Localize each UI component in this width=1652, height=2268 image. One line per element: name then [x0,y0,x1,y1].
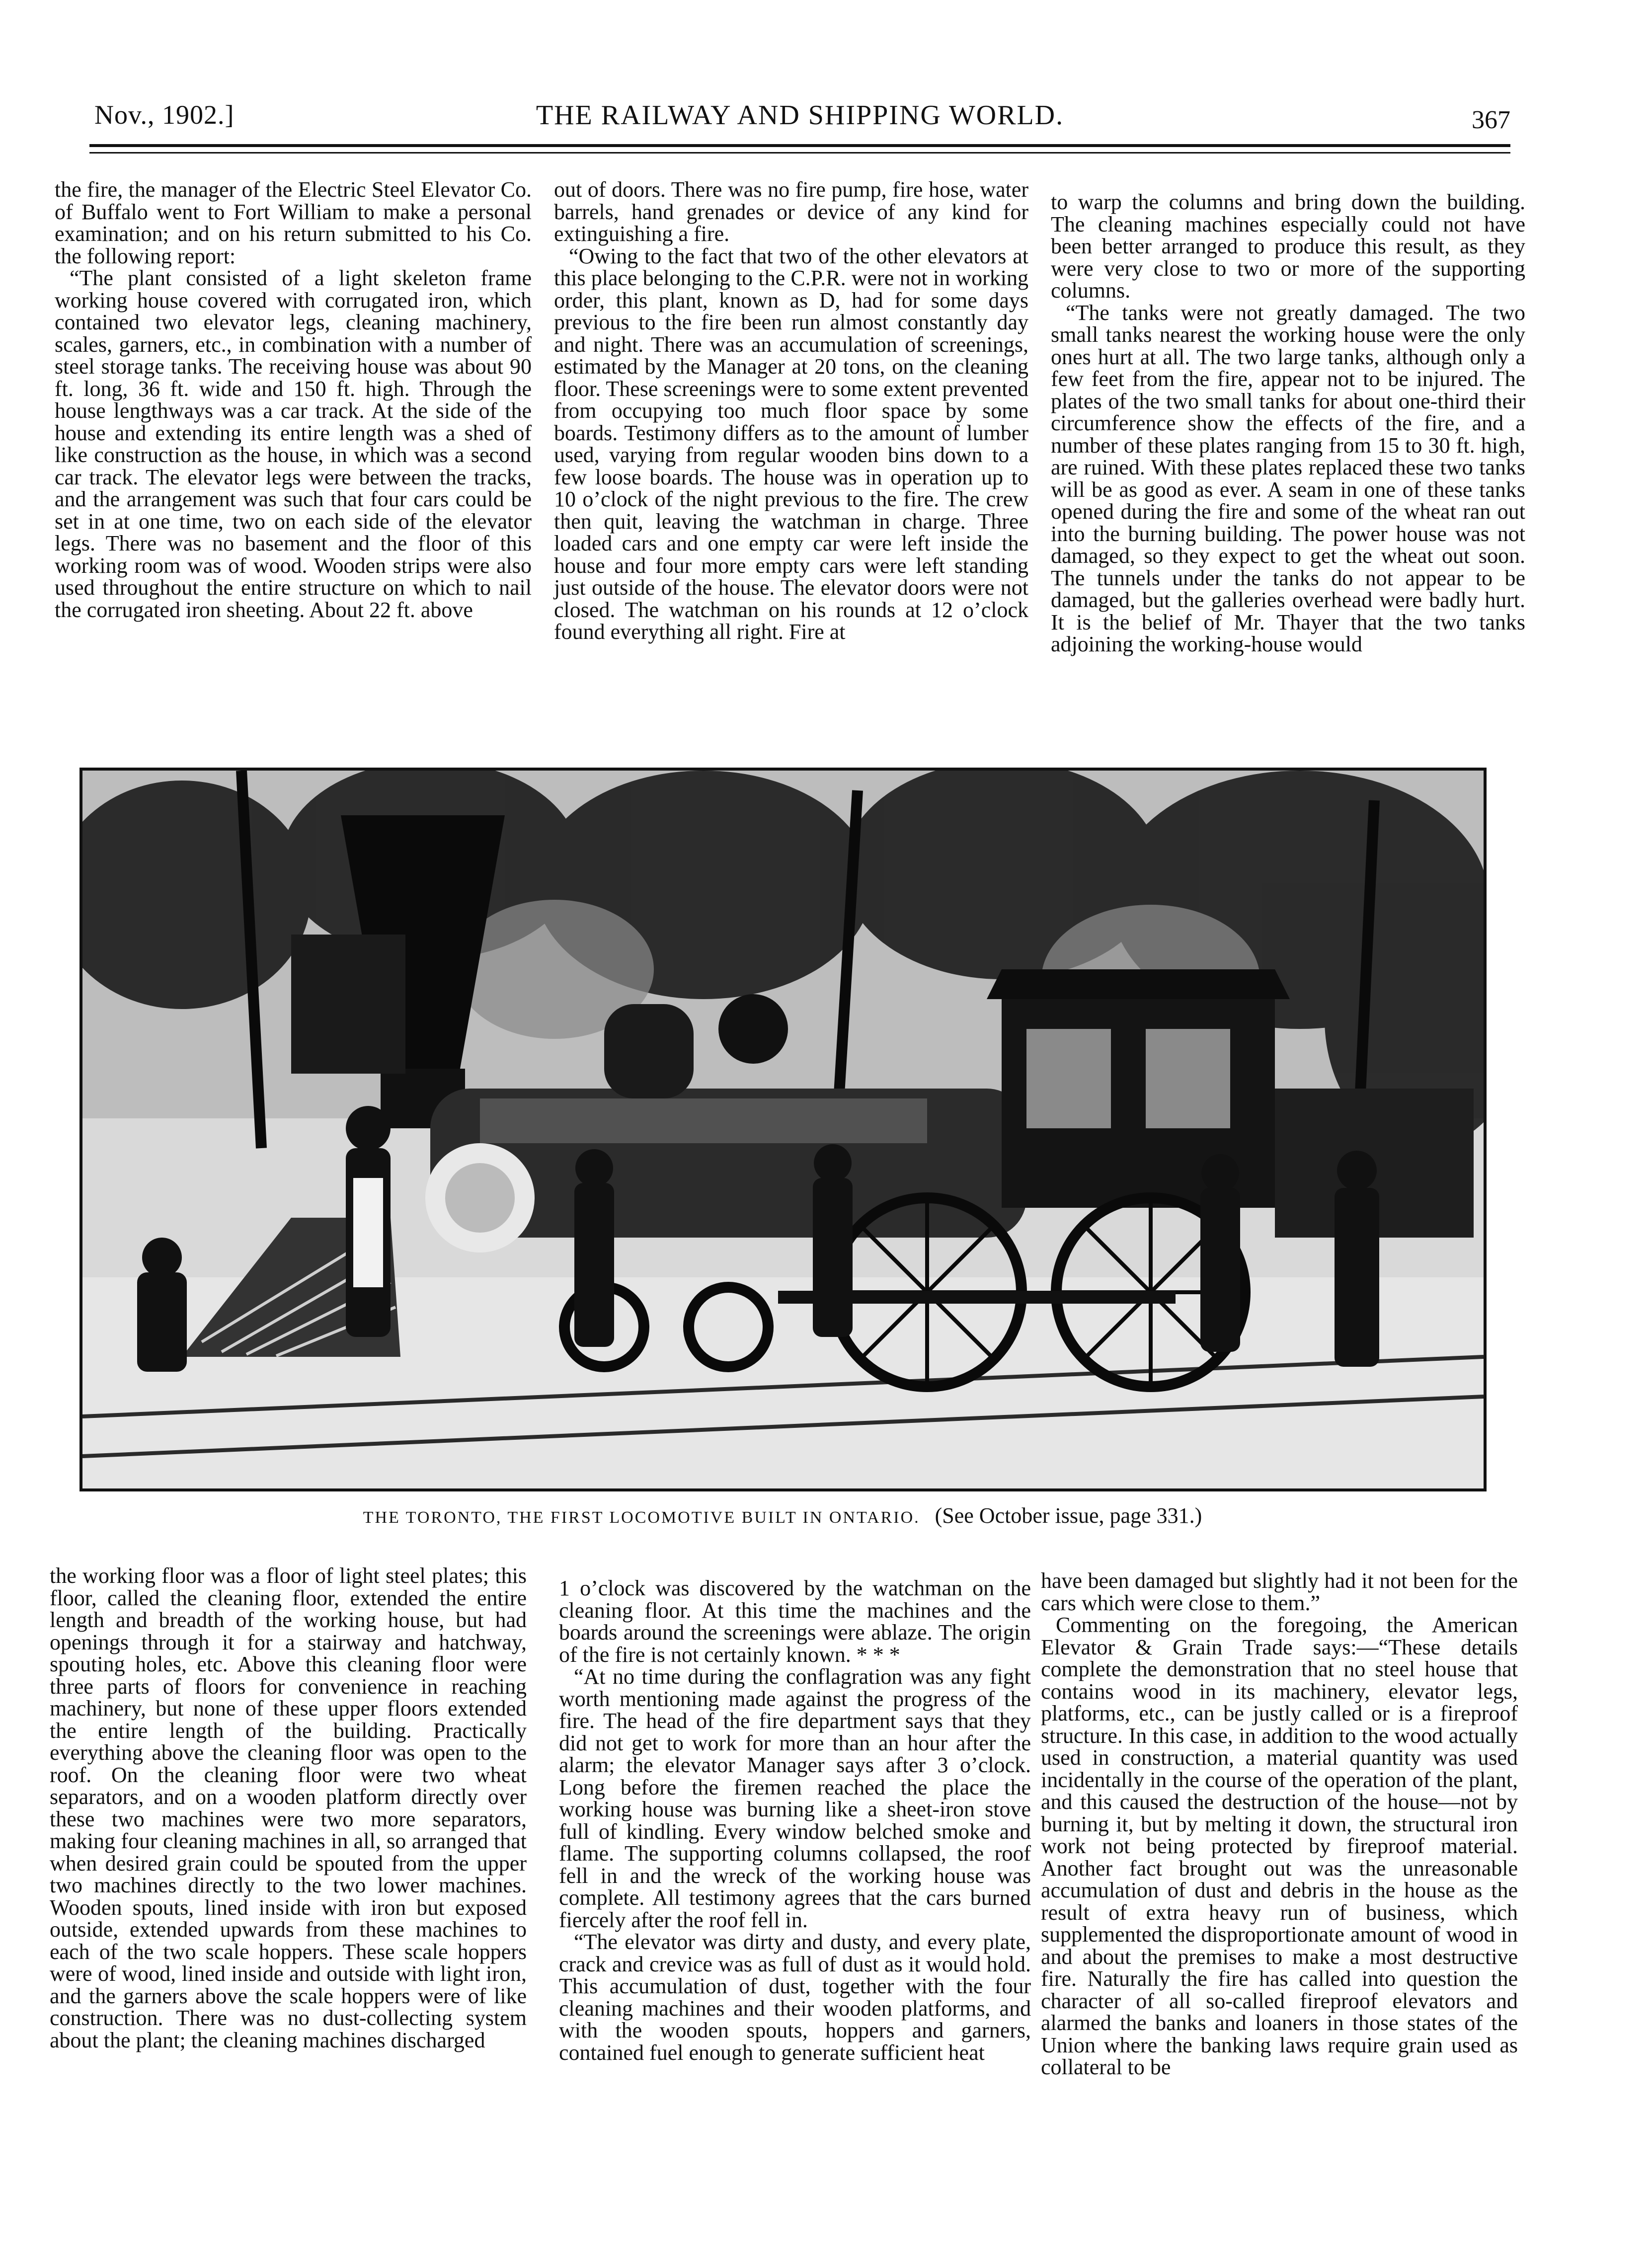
issue-date: Nov., 1902.] [94,100,235,130]
paragraph: the fire, the manager of the Electric Steel Elevator Co. of Buffalo went to Fort William to make a personal examination; and on his return submitted to his Co. the following report: [55,177,532,268]
publication-title: THE RAILWAY AND SHIPPING WORLD. [536,100,1064,131]
article-column-bottom-2 [559,1577,1031,2064]
paragraph: 1 o’clock was discovered by the watchman on the cleaning floor. At this time the machines and the boards around the screenings were ablaze. The origin of the fire is not certainly known. * * * [559,1576,1031,1667]
paragraph: “The plant consisted of a light skeleton frame working house covered with corrugated iron, which contained two elevator legs, cleaning machinery, scales, garners, etc., in combination with a number of steel storage tanks. The receiving house was about 90 ft. long, 36 ft. wide and 150 ft. high. Through the house lengthways was a car track. At the side of the house and extending its entire length was a shed of like construction as the house, in which was a second car track. The elevator legs were between the tracks, and the arrangement was such that four cars could be set in at one time, two on each side of the elevator legs. There was no basement and the floor of this working room was of wood. Wooden strips were also used throughout the entire structure on which to nail the corrugated iron sheeting. About 22 ft. above [55,266,532,622]
caption-title: THE TORONTO, THE FIRST LOCOMOTIVE BUILT IN ONTARIO. [363,1508,920,1527]
paragraph: have been damaged but slightly had it not been for the cars which were close to them.” [1041,1568,1518,1615]
paragraph: “Owing to the fact that two of the other elevators at this place belonging to the C.P.R. were not in working order, this plant, known as D, had for some days previous to the fire been run almost constantly day and night. There was an accumulation of screenings, estimated by the Manager at 20 tons, on the cleaning floor. These screenings were to some extent prevented from occupying too much floor space by some boards. Testimony differs as to the amount of lumber used, varying from regular wooden bins down to a few loose boards. The house was in operation up to 10 o’clock of the night previous to the fire. The crew then quit, leaving the watchman in charge. Three loaded cars and one empty car were left inside the house and four more empty cars were left standing just outside of the house. The elevator doors were not closed. The watchman on his rounds at 12 o’clock found everything all right. Fire at [554,243,1028,644]
paragraph: out of doors. There was no fire pump, fire hose, water barrels, hand grenades or device of any kind for extinguishing a fire. [554,177,1028,246]
article-column-top-3 [1051,191,1525,656]
paragraph: “The tanks were not greatly damaged. The two small tanks nearest the working house were the only ones hurt at all. The two large tanks, although only a few feet from the fire, appear not to be injured. The plates of the two small tanks for about one-third their circumference show the effects of the fire, and a number of these plates ranging from 15 to 30 ft. high, are ruined. With these plates replaced these two tanks will be as good as ever. A seam in one of these tanks opened during the fire and some of the wheat ran out into the burning building. The power house was not damaged, so they expect to get the wheat out soon. The tunnels under the tanks do not appear to be damaged, but the galleries overhead were badly hurt. It is the belief of Mr. Thayer that the two tanks adjoining the working-house would [1051,300,1525,656]
page-number: 367 [1472,106,1510,134]
locomotive-illustration [82,771,1484,1488]
paragraph: the working floor was a floor of light steel plates; this floor, called the cleaning floor, extended the entire length and breadth of the working house, but had openings through it for a stairway and hatchway, spouting holes, etc. Above this cleaning floor were three parts of floors for convenience in reaching machinery, but none of these upper floors extended the entire length of the building. Practically everything above the cleaning floor was open to the roof. On the cleaning floor were two wheat separators, and on a wooden platform directly over these two machines were two more separators, making four cleaning machines in all, so arranged that when desired grain could be spouted from the upper two machines directly to the two lower machines. Wooden spouts, lined inside with iron but exposed outside, extended upwards from these machines to each of the two scale hoppers. These scale hoppers were of wood, lined inside and outside with light iron, and the garners above the scale hoppers were of like construction. There was no dust-collecting system about the plant; the cleaning machines discharged [50,1564,527,2052]
article-column-top-1 [55,179,532,621]
paragraph: Commenting on the foregoing, the American Elevator & Grain Trade says:—“These details complete the demonstration that no steel house that contains wood in its machinery, elevator legs, platforms, etc., can be justly called or is a fireproof structure. In this case, in addition to the wood actually used in construction, a material quantity was used incidentally in the course of the operation of the plant, and this caused the destruction of the house—not by burning it, but by melting it down, the structural iron work not being protected by fireproof material. Another fact brought out was the unreasonable accumulation of dust and debris in the house as the result of extra heavy run of business, which supplemented the disproportionate amount of wood in and about the premises to make a most destructive fire. Naturally the fire has called into question the character of all so-called fireproof elevators and alarmed the banks and loaners in those states of the Union where the banking laws require grain used as collateral to be [1041,1613,1518,2079]
article-column-top-2 [554,179,1028,643]
locomotive-photograph [79,768,1487,1491]
page-header [89,94,1510,149]
caption-reference: (See October issue, page 331.) [935,1503,1202,1528]
article-column-bottom-1 [50,1565,527,2051]
paragraph: “The elevator was dirty and dusty, and every plate, crack and crevice was as full of dust as it would hold. This accumulation of dust, together with the four cleaning machines and their wooden platforms, and with the wooden spouts, hoppers and garners, contained fuel enough to generate sufficient heat [559,1930,1031,2065]
paragraph: to warp the columns and bring down the building. The cleaning machines especially could not have been better arranged to produce this result, as they were very close to two or more of the supporting columns. [1051,190,1525,303]
header-rule-thin [89,152,1510,154]
article-column-bottom-3 [1041,1570,1518,2079]
header-rule-thick [89,144,1510,147]
photo-caption [79,1503,1486,1528]
paragraph: “At no time during the conflagration was any fight worth mentioning made against the progress of the fire. The head of the fire department says that they did not get to work for more than an hour after the alarm; the elevator Manager says after 3 o’clock. Long before the firemen reached the place the working house was burning like a sheet-iron stove full of kindling. Every window belched smoke and flame. The supporting columns collapsed, the roof fell in and the wreck of the working house was complete. All testimony agrees that the cars burned fiercely after the roof fell in. [559,1664,1031,1932]
